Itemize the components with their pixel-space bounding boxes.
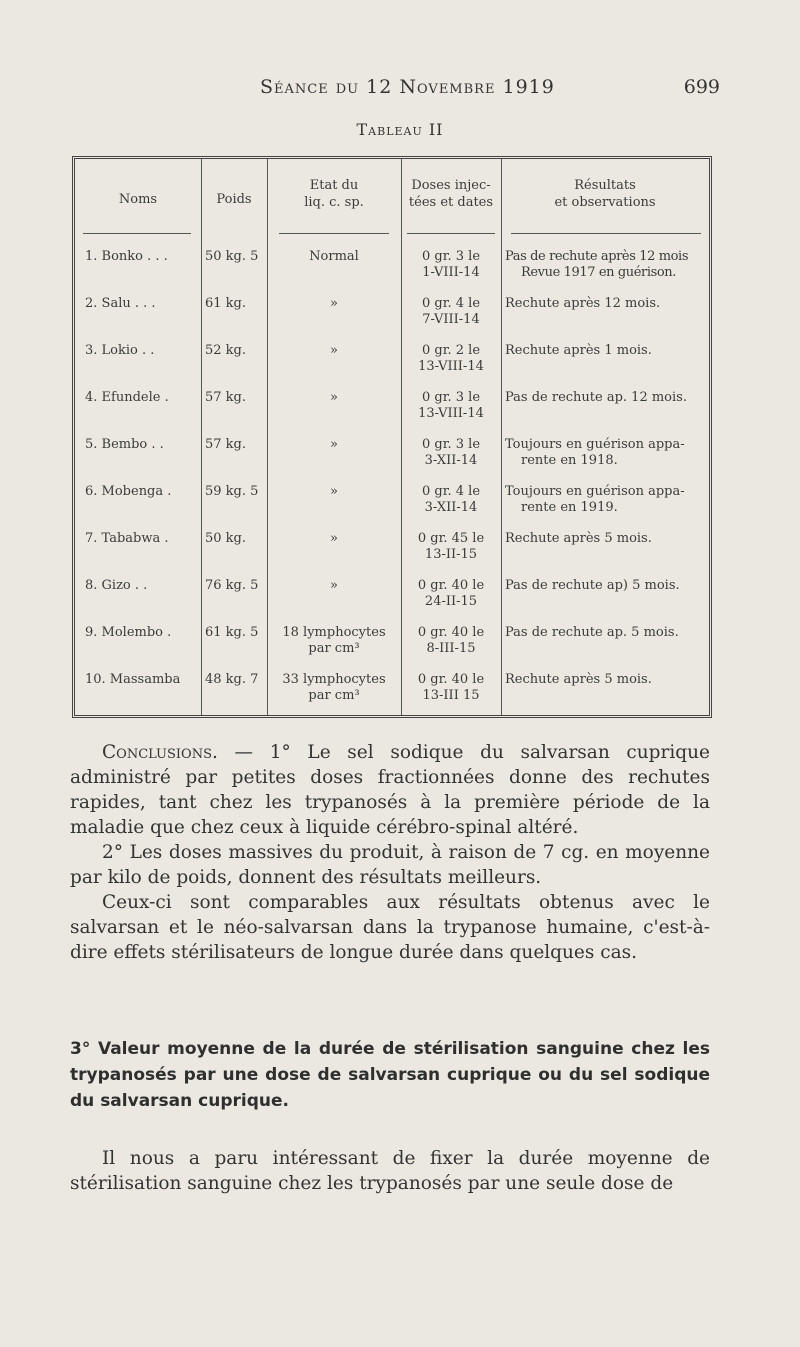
header-noms: Noms: [118, 192, 158, 207]
cell-dose: [403, 343, 499, 375]
header-resultats-line1: Résultats: [574, 178, 636, 193]
cell-dose-line2: 13-VIII-14: [418, 359, 484, 374]
cell-etat: [269, 578, 399, 594]
cell-etat-line1: »: [330, 531, 338, 546]
cell-nom: 1. Bonko . . .: [85, 249, 168, 264]
paragraph: Il nous a paru intéressant de fixer la durée moyenne de stérilisation sanguine chez les trypanosés par une seule dose de: [70, 1148, 710, 1194]
cell-poids: 50 kg.: [205, 531, 247, 546]
cell-nom: 9. Molembo .: [85, 625, 172, 640]
cell-etat: [269, 484, 399, 500]
results-table: [72, 156, 712, 718]
cell-dose-line2: 8-III-15: [426, 641, 476, 656]
cell-resultat-line1: Pas de rechute ap. 12 mois.: [505, 390, 687, 405]
cell-dose: [403, 531, 499, 563]
cell-resultat: [505, 672, 709, 688]
cell-nom: 10. Massamba: [85, 672, 181, 687]
cell-nom: 8. Gizo . .: [85, 578, 148, 593]
header-doses-line1: Doses injec-: [411, 178, 491, 193]
cell-nom: 3. Lokio . .: [85, 343, 155, 358]
cell-dose-line2: 1-VIII-14: [422, 265, 480, 280]
cell-resultat-line1: Pas de rechute ap. 5 mois.: [505, 625, 679, 640]
paragraph: 2° Les doses massives du produit, à raison de 7 cg. en moyenne par kilo de poids, donnent des résultats meilleurs.: [70, 842, 710, 888]
cell-dose-line1: 0 gr. 4 le: [421, 484, 481, 499]
cell-dose: [403, 625, 499, 657]
table-row: [75, 437, 709, 483]
cell-dose: [403, 296, 499, 328]
cell-resultat-line1: Pas de rechute ap) 5 mois.: [505, 578, 680, 593]
header-underline: [279, 233, 389, 234]
cell-etat: [269, 296, 399, 312]
table-row: [75, 672, 709, 718]
cell-poids: 76 kg. 5: [205, 578, 259, 593]
cell-resultat: [505, 578, 709, 594]
cell-dose-line2: 7-VIII-14: [422, 312, 480, 327]
cell-dose-line1: 0 gr. 3 le: [421, 437, 481, 452]
cell-etat-line1: »: [330, 437, 338, 452]
cell-poids: 61 kg. 5: [205, 625, 259, 640]
table-row: [75, 578, 709, 624]
cell-dose-line1: 0 gr. 40 le: [417, 625, 485, 640]
cell-dose-line2: 3-XII-14: [424, 500, 478, 515]
cell-etat: [269, 390, 399, 406]
header-underline: [511, 233, 701, 234]
cell-resultat-line1: Toujours en guérison appa-: [505, 437, 685, 452]
header-underline: [83, 233, 191, 234]
header-doses-line2: tées et dates: [408, 195, 494, 210]
cell-poids: 52 kg.: [205, 343, 247, 358]
cell-resultat: [505, 484, 709, 516]
cell-resultat-line2: rente en 1918.: [521, 453, 618, 468]
header-doses: [401, 177, 501, 211]
cell-etat: [269, 343, 399, 359]
header-etat: [267, 177, 401, 211]
conclusions-lead: Conclusions.: [102, 742, 218, 763]
cell-nom: 4. Efundele .: [85, 390, 169, 405]
cell-etat-line1: »: [330, 296, 338, 311]
cell-dose-line2: 24-II-15: [424, 594, 478, 609]
cell-dose-line1: 0 gr. 45 le: [417, 531, 485, 546]
cell-etat-line1: Normal: [309, 249, 359, 264]
cell-resultat-line1: Rechute après 5 mois.: [505, 531, 652, 546]
cell-nom: 2. Salu . . .: [85, 296, 156, 311]
cell-poids: 50 kg. 5: [205, 249, 259, 264]
cell-nom: 6. Mobenga .: [85, 484, 172, 499]
cell-poids: 57 kg.: [205, 437, 247, 452]
cell-dose: [403, 249, 499, 281]
cell-resultat-line1: Pas de rechute après 12 mois: [505, 249, 689, 264]
cell-resultat-line1: Rechute après 5 mois.: [505, 672, 652, 687]
cell-dose: [403, 390, 499, 422]
cell-resultat: [505, 437, 709, 469]
section-heading: 3° Valeur moyenne de la durée de stérilisation sanguine chez les trypanosés par une dose de salvarsan cuprique ou du sel sodique du salvarsan cuprique.: [70, 1039, 710, 1111]
header-resultats-line2: et observations: [554, 195, 656, 210]
cell-nom: 5. Bembo . .: [85, 437, 164, 452]
cell-etat-line1: »: [330, 343, 338, 358]
table-caption: Tableau II: [356, 120, 444, 139]
table-row: [75, 343, 709, 389]
header-underline: [407, 233, 495, 234]
cell-resultat: [505, 343, 709, 359]
cell-etat-line2: par cm³: [308, 688, 360, 703]
cell-resultat-line1: Rechute après 12 mois.: [505, 296, 661, 311]
table-row: [75, 531, 709, 577]
cell-etat-line1: »: [330, 578, 338, 593]
cell-etat-line1: 33 lymphocytes: [282, 672, 386, 687]
cell-dose-line2: 13-II-15: [424, 547, 478, 562]
cell-dose: [403, 578, 499, 610]
cell-dose-line1: 0 gr. 4 le: [421, 296, 481, 311]
cell-nom: 7. Tababwa .: [85, 531, 169, 546]
header-poids: Poids: [216, 192, 252, 207]
cell-dose-line1: 0 gr. 3 le: [421, 390, 481, 405]
running-title: Séance du 12 Novembre 1919: [260, 76, 555, 98]
cell-etat: [269, 249, 399, 265]
cell-resultat: [505, 625, 709, 641]
cell-etat-line1: »: [330, 484, 338, 499]
paragraph: [70, 740, 710, 840]
cell-dose-line2: 13-III 15: [422, 688, 480, 703]
running-head: [70, 72, 720, 104]
cell-poids: 48 kg. 7: [205, 672, 259, 687]
cell-dose: [403, 437, 499, 469]
cell-dose-line1: 0 gr. 40 le: [417, 578, 485, 593]
table-row: [75, 390, 709, 436]
cell-dose-line1: 0 gr. 40 le: [417, 672, 485, 687]
cell-dose-line1: 0 gr. 2 le: [421, 343, 481, 358]
cell-resultat-line1: Rechute après 1 mois.: [505, 343, 652, 358]
paragraph-text: — 1° Le sel sodique du salvarsan cuprique administré par petites doses fractionnées donne des rechutes rapides, tant chez les trypanosés à la première période de la maladie que chez ceux à liquide cérébro-spinal altéré.: [70, 742, 710, 838]
cell-poids: 61 kg.: [205, 296, 247, 311]
cell-resultat: [505, 249, 709, 281]
final-paragraph-block: [70, 1146, 710, 1196]
cell-resultat: [505, 390, 709, 406]
cell-poids: 59 kg. 5: [205, 484, 259, 499]
cell-dose: [403, 672, 499, 704]
cell-etat: [269, 531, 399, 547]
cell-poids: 57 kg.: [205, 390, 247, 405]
cell-dose-line2: 13-VIII-14: [418, 406, 484, 421]
page-number: 699: [683, 76, 720, 98]
cell-resultat-line2: rente en 1919.: [521, 500, 618, 515]
cell-resultat-line2: Revue 1917 en guérison.: [521, 265, 677, 280]
table-row: [75, 625, 709, 671]
paragraph: Ceux-ci sont comparables aux résultats obtenus avec le salvarsan et le néo-salvarsan dans la trypanose humaine, c'est-à-dire effets stérilisateurs de longue durée dans quelques cas.: [70, 892, 710, 963]
cell-etat: [269, 437, 399, 453]
cell-resultat-line1: Toujours en guérison appa-: [505, 484, 685, 499]
cell-resultat: [505, 531, 709, 547]
table-row: [75, 249, 709, 295]
header-resultats: [501, 177, 709, 211]
cell-dose-line2: 3-XII-14: [424, 453, 478, 468]
cell-dose: [403, 484, 499, 516]
table-row: [75, 484, 709, 530]
cell-etat: [269, 625, 399, 657]
header-etat-line2: liq. c. sp.: [304, 195, 364, 210]
conclusions-block: [70, 740, 710, 965]
cell-resultat: [505, 296, 709, 312]
cell-etat-line1: »: [330, 390, 338, 405]
cell-dose-line1: 0 gr. 3 le: [421, 249, 481, 264]
header-etat-line1: Etat du: [309, 178, 359, 193]
cell-etat-line2: par cm³: [308, 641, 360, 656]
cell-etat-line1: 18 lymphocytes: [282, 625, 386, 640]
cell-etat: [269, 672, 399, 704]
table-row: [75, 296, 709, 342]
